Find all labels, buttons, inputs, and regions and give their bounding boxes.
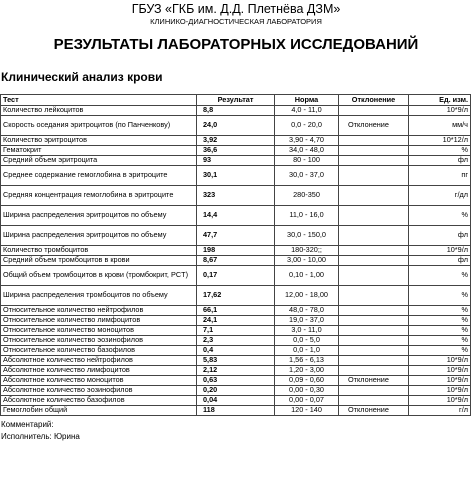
cell-norm: 0,09 - 0,60 [275,376,339,386]
cell-norm: 0,0 - 20,0 [275,116,339,136]
table-row [1,366,471,376]
column-header-result: Результат [197,95,275,106]
cell-norm: 30,0 - 37,0 [275,166,339,186]
cell-test: Относительное количество моноцитов [1,326,197,336]
cell-unit: 10*9/л [409,386,471,396]
cell-unit: г/л [409,406,471,416]
table-row [1,386,471,396]
cell-unit: 10*9/л [409,246,471,256]
table-row [1,346,471,356]
cell-test: Средний объем эритроцита [1,156,197,166]
cell-norm: 0,0 - 5,0 [275,336,339,346]
cell-deviation [339,386,409,396]
cell-unit: % [409,306,471,316]
cell-test: Ширина распределения эритроцитов по объему [1,226,197,246]
cell-unit: 10*9/л [409,376,471,386]
cell-deviation [339,366,409,376]
cell-unit: % [409,336,471,346]
cell-unit: % [409,206,471,226]
table-row [1,246,471,256]
table-row [1,166,471,186]
table-row [1,256,471,266]
cell-result: 24,0 [197,116,275,136]
table-row [1,106,471,116]
page-title: РЕЗУЛЬТАТЫ ЛАБОРАТОРНЫХ ИССЛЕДОВАНИЙ [53,36,419,53]
cell-deviation [339,346,409,356]
cell-norm: 12,00 - 18,00 [275,286,339,306]
cell-norm: 280-350 [275,186,339,206]
cell-test: Относительное количество лимфоцитов [1,316,197,326]
cell-deviation: Отклонение [339,116,409,136]
cell-result: 30,1 [197,166,275,186]
cell-deviation [339,136,409,146]
table-row [1,186,471,206]
cell-unit: фл [409,226,471,246]
table-row [1,266,471,286]
cell-deviation [339,356,409,366]
cell-test: Абсолютное количество моноцитов [1,376,197,386]
cell-norm: 3,00 - 10,00 [275,256,339,266]
cell-test: Количество эритроцитов [1,136,197,146]
cell-deviation: Отклонение [339,406,409,416]
cell-result: 0,20 [197,386,275,396]
cell-deviation [339,146,409,156]
cell-deviation: Отклонение [339,376,409,386]
cell-deviation [339,256,409,266]
comment-label: Комментарий: [1,420,54,429]
cell-norm: 19,0 - 37,0 [275,316,339,326]
cell-test: Количество тромбоцитов [1,246,197,256]
cell-test: Гематокрит [1,146,197,156]
cell-test: Среднее содержание гемоглобина в эритроците [1,166,197,186]
cell-result: 17,62 [197,286,275,306]
table-row [1,376,471,386]
table-row [1,146,471,156]
cell-test: Абсолютное количество лимфоцитов [1,366,197,376]
table-row [1,406,471,416]
cell-result: 8,67 [197,256,275,266]
cell-result: 66,1 [197,306,275,316]
column-header-deviation: Отклонение [339,95,409,106]
cell-norm: 4,0 - 11,0 [275,106,339,116]
cell-result: 7,1 [197,326,275,336]
cell-result: 0,63 [197,376,275,386]
cell-norm: 180-320;; [275,246,339,256]
cell-unit: 10*9/л [409,366,471,376]
table-row [1,136,471,146]
cell-test: Абсолютное количество эозинофилов [1,386,197,396]
cell-unit: % [409,316,471,326]
cell-test: Абсолютное количество базофилов [1,396,197,406]
cell-norm: 0,10 - 1,00 [275,266,339,286]
cell-test: Скорость оседания эритроцитов (по Панченкову) [1,116,197,136]
cell-norm: 3,0 - 11,0 [275,326,339,336]
table-row [1,396,471,406]
cell-result: 0,17 [197,266,275,286]
table-row [1,156,471,166]
table-row [1,206,471,226]
cell-deviation [339,166,409,186]
column-header-norm: Норма [275,95,339,106]
cell-deviation [339,326,409,336]
cell-unit: г/дл [409,186,471,206]
cell-deviation [339,316,409,326]
cell-deviation [339,336,409,346]
cell-norm: 3,90 - 4,70 [275,136,339,146]
cell-unit: % [409,286,471,306]
cell-test: Средний объем тромбоцитов в крови [1,256,197,266]
cell-deviation [339,156,409,166]
cell-deviation [339,266,409,286]
cell-result: 36,6 [197,146,275,156]
cell-deviation [339,306,409,316]
cell-unit: 10*9/л [409,396,471,406]
cell-result: 118 [197,406,275,416]
cell-norm: 0,00 - 0,07 [275,396,339,406]
column-header-unit: Ед. изм. [409,95,471,106]
cell-norm: 30,0 - 150,0 [275,226,339,246]
cell-unit: пг [409,166,471,186]
cell-result: 3,92 [197,136,275,146]
cell-norm: 80 - 100 [275,156,339,166]
table-row [1,286,471,306]
cell-result: 2,12 [197,366,275,376]
cell-norm: 48,0 - 78,0 [275,306,339,316]
cell-deviation [339,286,409,306]
cell-unit: фл [409,256,471,266]
cell-test: Относительное количество нейтрофилов [1,306,197,316]
cell-result: 198 [197,246,275,256]
cell-unit: 10*9/л [409,106,471,116]
cell-norm: 1,56 - 6,13 [275,356,339,366]
executor-label: Исполнитель: Юрина [1,432,80,441]
cell-norm: 0,00 - 0,30 [275,386,339,396]
results-table [0,94,471,416]
cell-deviation [339,396,409,406]
column-header-test: Тест [1,95,197,106]
cell-test: Относительное количество эозинофилов [1,336,197,346]
cell-norm: 0,0 - 1,0 [275,346,339,356]
cell-norm: 120 - 140 [275,406,339,416]
cell-unit: % [409,346,471,356]
cell-norm: 34,0 - 48,0 [275,146,339,156]
laboratory-name: КЛИНИКО-ДИАГНОСТИЧЕСКАЯ ЛАБОРАТОРИЯ [150,17,322,26]
cell-unit: 10*9/л [409,356,471,366]
cell-norm: 1,20 - 3,00 [275,366,339,376]
cell-result: 323 [197,186,275,206]
cell-deviation [339,206,409,226]
table-row [1,336,471,346]
cell-test: Гемоглобин общий [1,406,197,416]
cell-deviation [339,226,409,246]
cell-result: 93 [197,156,275,166]
cell-test: Количество лейкоцитов [1,106,197,116]
cell-test: Относительное количество базофилов [1,346,197,356]
table-row [1,326,471,336]
cell-unit: % [409,266,471,286]
table-row [1,306,471,316]
cell-result: 2,3 [197,336,275,346]
cell-result: 8,8 [197,106,275,116]
cell-test: Ширина распределения тромбоцитов по объему [1,286,197,306]
cell-result: 24,1 [197,316,275,326]
cell-norm: 11,0 - 16,0 [275,206,339,226]
cell-result: 0,4 [197,346,275,356]
section-title: Клинический анализ крови [1,70,163,84]
cell-result: 5,83 [197,356,275,366]
cell-unit: 10*12/л [409,136,471,146]
cell-deviation [339,106,409,116]
cell-result: 47,7 [197,226,275,246]
cell-unit: % [409,146,471,156]
cell-test: Общий объем тромбоцитов в крови (тромбокрит, PCT) [1,266,197,286]
cell-deviation [339,246,409,256]
cell-test: Абсолютное количество нейтрофилов [1,356,197,366]
cell-unit: мм/ч [409,116,471,136]
cell-result: 14,4 [197,206,275,226]
table-row [1,226,471,246]
table-row [1,116,471,136]
cell-test: Средняя концентрация гемоглобина в эритроците [1,186,197,206]
table-row [1,356,471,366]
cell-unit: % [409,326,471,336]
table-row [1,316,471,326]
table-header-row [1,95,471,106]
cell-test: Ширина распределения эритроцитов по объему [1,206,197,226]
cell-result: 0,04 [197,396,275,406]
cell-unit: фл [409,156,471,166]
organization-name: ГБУЗ «ГКБ им. Д.Д. Плетнёва ДЗМ» [131,2,341,16]
cell-deviation [339,186,409,206]
